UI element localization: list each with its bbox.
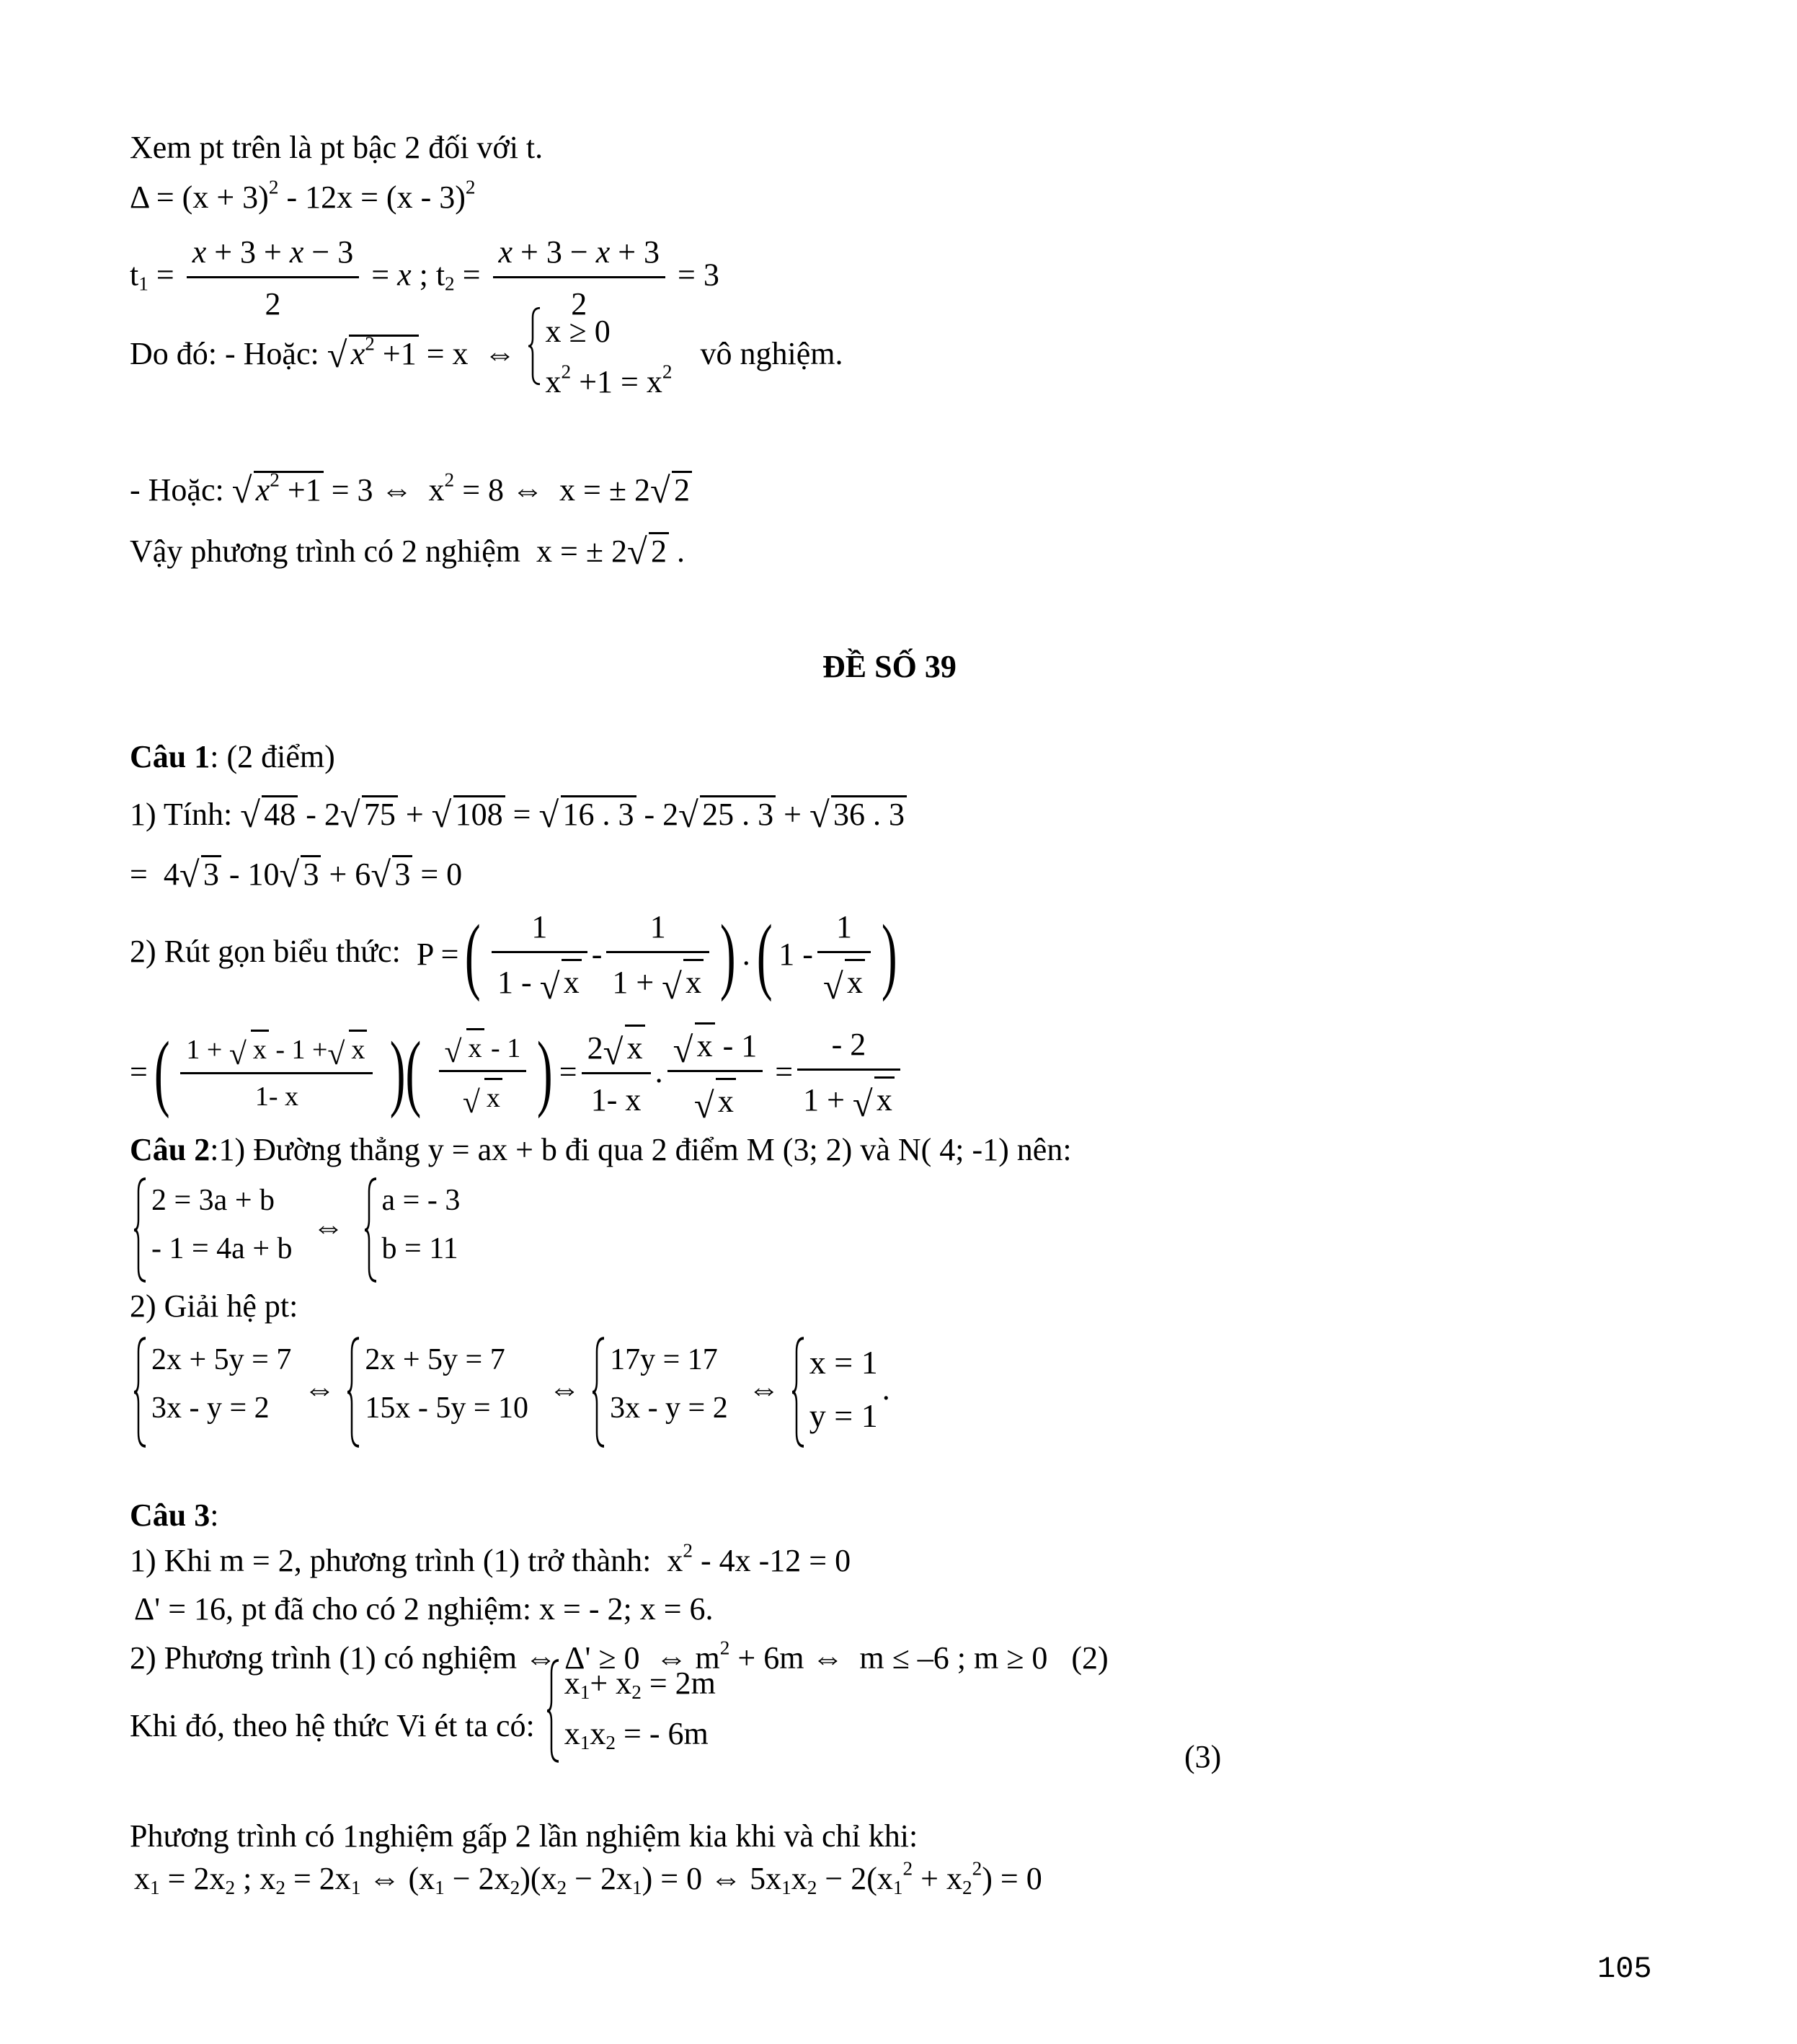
t-roots-line: $t_1$ = $\frac{x + 3 + x - 3}{2}$ = x ; $t_2$ = $\frac{x + 3 - x + 3}{2}$ = 3	[130, 232, 719, 324]
conclusion-line: Vậy phương trình có 2 nghiệm x = ± 2 √ 2 .	[130, 531, 685, 572]
cau3-line3: 2) Phương trình (1) có nghiệm ⇔ Δ' ≥ 0 ⇔ $m^2 + 6m$ ⇔ m ≤ –6 ; m ≥ 0 (2)	[130, 1637, 1109, 1676]
case2-line: - Hoặc: √ $x^2 +1 = 3$ ⇔ $x^2 = 8$ ⇔ x = ± 2 √ 2	[130, 471, 692, 506]
cau1-part1-result: = 4 √ 3 - 10 √ 3 + 6 √ 3 = 0	[130, 854, 463, 895]
cau1-heading: Câu 1: (2 điểm)	[130, 739, 335, 774]
cau2-intro: Câu 2:1) Đường thẳng y = ax + b đi qua 2 điểm M (3; 2) và N( 4; -1) nên:	[130, 1132, 1072, 1167]
cau3-line5: $x_1 = 2x_2$ ; $x_2 = 2x_1$ ⇔ $(x_1 - 2x_2)(x_2 - 2x_1) = 0$ ⇔ $5x_1x_2 - 2(x_1^2 + x_2^2) = 0$	[134, 1857, 1042, 1898]
cau1-part2: 2) Rút gọn biểu thức: P = ( 1 1 - √ x - 1 1 + √ x ) . ( 1 - 1 √ x )	[130, 906, 897, 1007]
cau3-line4: Phương trình có 1nghiệm gấp 2 lần nghiệm kia khi và chỉ khi:	[130, 1818, 918, 1854]
cau1-part2-result: = ( 1 + √ x - 1 + √ x 1- x )( √ x - 1 √ x ) = 2 √ x 1- x . √ x - 1 √ x = - 2 1 + √ x	[130, 1022, 905, 1121]
case1-line: Do đó: - Hoặc: √ $x^2 +1 = x$ ⇔ x ≥ 0 $x^2 +1 = x^2$ vô nghiệm.	[130, 328, 843, 386]
vieta-tag: (3)	[1184, 1739, 1222, 1774]
exam-heading: ĐỀ SỐ 39	[822, 649, 957, 684]
cau2-part2-label: 2) Giải hệ pt:	[130, 1288, 298, 1324]
cau3-vieta: Khi đó, theo hệ thức Vi ét ta có: $x_1+ x_2 = 2m$ $x_1x_2$ = - 6m	[130, 1694, 720, 1764]
cau1-part1: 1) Tính: √ 48 - 2 √ 75 + √ 108 = √ 16 . 3 - 2 √ 25 . 3 + √ 36 . 3	[130, 795, 907, 831]
cau3-heading: Câu 3:	[130, 1497, 219, 1533]
cau2-system2: 2x + 5y = 7 3x - y = 2 ⇔ 2x + 5y = 7 15x - 5y = 10 ⇔ 17y = 17 3x - y = 2 ⇔ x = 1 y = 1 .	[130, 1336, 890, 1448]
page-number: 105	[1597, 1952, 1652, 1986]
cau3-line1: 1) Khi m = 2, phương trình (1) trở thành: $x^2 - 4x$ -12 = 0	[130, 1539, 851, 1578]
delta-line: $\Delta = (x + 3)^2 - 12x = (x - 3)^2$	[130, 176, 476, 215]
intro-line: Xem pt trên là pt bậc 2 đối với t.	[130, 130, 543, 165]
cau3-line2: Δ' = 16, pt đã cho có 2 nghiệm: x = - 2; x = 6.	[134, 1591, 714, 1627]
cau2-system1: 2 = 3a + b - 1 = 4a + b ⇔ a = - 3 b = 11	[130, 1177, 464, 1283]
